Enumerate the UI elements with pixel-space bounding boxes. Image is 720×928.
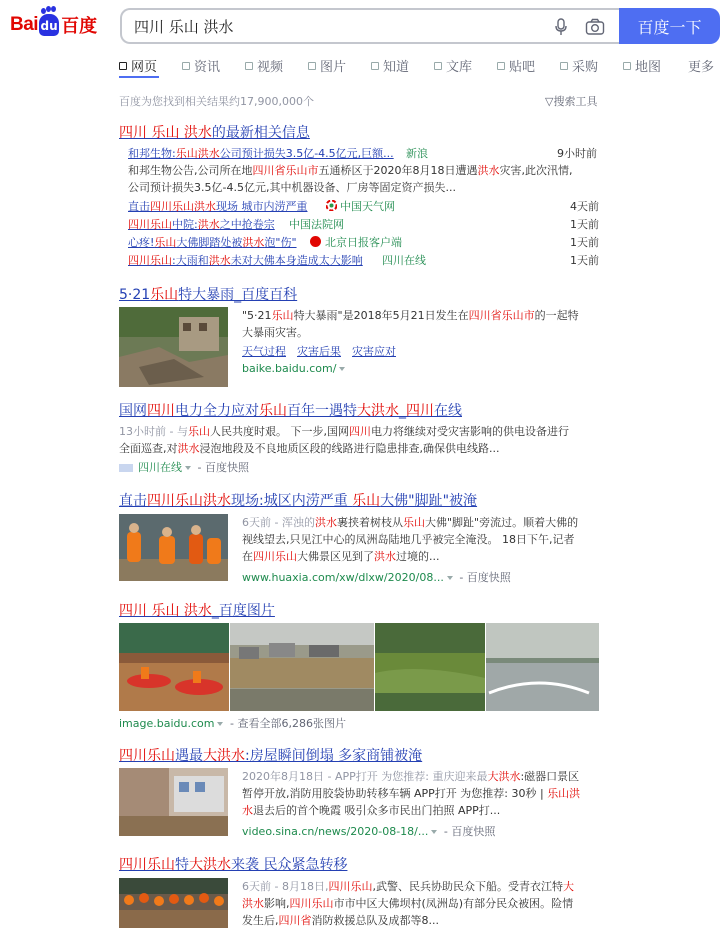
t: 人民共度时艰。 下一步,国网	[209, 425, 349, 438]
search-button[interactable]: 百度一下	[619, 8, 720, 44]
news-item-link[interactable]	[128, 198, 308, 214]
t: 大佛"脚趾"旁流过。顺着大佛的	[424, 516, 579, 529]
t: 四川在线	[138, 461, 182, 474]
tab-images[interactable]	[308, 56, 346, 75]
t: 电力将继续对受灾害影响的供电设备进行	[370, 425, 569, 438]
t: 和邦生物公告,公司所在地	[128, 164, 253, 177]
t: -	[455, 571, 467, 584]
t: _百度图片	[211, 603, 275, 619]
t: baike.baidu.com/	[242, 362, 337, 375]
t: -	[194, 461, 205, 474]
t: -	[226, 717, 238, 730]
t: 大洪水	[357, 403, 399, 419]
t: 洪水	[197, 218, 220, 231]
t: 乐山	[259, 403, 287, 419]
t: 全面巡查,对	[119, 442, 178, 455]
t: 特大暴雨"是2018年5月21日发生在	[293, 309, 469, 322]
tab-video[interactable]	[245, 56, 283, 75]
t: 在线	[434, 403, 462, 419]
news-item-source	[326, 198, 395, 214]
t: 发生后,	[242, 914, 279, 927]
t: 北京日报客户端	[325, 236, 402, 249]
title-highlight: 四川 乐山 洪水	[119, 125, 212, 141]
t: 洪水	[314, 516, 337, 529]
news-item-time: 4天前	[570, 200, 599, 213]
t: 大佛脚踏处被	[176, 236, 243, 249]
t: :大雨和	[172, 254, 209, 267]
t: 大	[562, 880, 574, 893]
t: 之中抢卷宗	[219, 218, 275, 231]
news-item-time: 1天前	[570, 236, 599, 249]
t: 四川乐山	[253, 550, 297, 563]
t: 裹挟着树枝从	[336, 516, 403, 529]
result-desc-2	[119, 440, 499, 457]
t: 影响,	[264, 897, 290, 910]
t: 大佛景区见到了	[297, 550, 374, 563]
baike-link-consequence[interactable]: 灾害后果	[297, 345, 341, 358]
t: 浸泡地段及不良地质区段的线路进行隐患排查,确保供电线路...	[199, 442, 500, 455]
camera-icon[interactable]	[585, 18, 605, 36]
tab-web-icon	[119, 62, 127, 70]
t: 暂停开放,消防用胶袋协助转移车辆 APP打开 为您推荐: 30秒 |	[242, 787, 548, 800]
result-url[interactable]	[119, 715, 346, 731]
t: 中院:	[172, 218, 198, 231]
t: 四川	[147, 403, 175, 419]
cache-link[interactable]: 百度快照	[204, 461, 249, 474]
t: 乐山	[271, 309, 294, 322]
paw-icon: du	[39, 14, 59, 36]
tab-zhidao[interactable]	[371, 56, 409, 75]
t: 四川省乐山市	[252, 164, 319, 177]
t: 13小时前 - 与	[119, 425, 188, 438]
tab-label: 资讯	[194, 60, 221, 75]
t: 现场 城市内涝严重	[216, 200, 308, 213]
t: 四川乐山	[128, 254, 172, 267]
result-desc-3	[242, 912, 439, 928]
baidu-logo[interactable]	[10, 12, 105, 38]
t: 5·21	[119, 287, 151, 303]
result-title[interactable]	[119, 600, 275, 620]
dropdown-arrow-icon	[431, 830, 437, 834]
news-lead-desc-2: 公司预计损失3.5亿-4.5亿元,其中机器设备、厂房等固定资产损失...	[128, 181, 456, 194]
result-desc-2: 大暴雨灾害。	[242, 326, 308, 339]
result-title[interactable]	[119, 284, 297, 304]
t: www.huaxia.com/xw/dlxw/2020/08...	[242, 571, 444, 584]
t: 大洪水	[203, 748, 245, 764]
t: 洪水	[242, 236, 265, 249]
t: 公司预计损失3.5亿-4.5亿元,巨额...	[219, 147, 394, 160]
mic-icon[interactable]	[554, 18, 568, 36]
tab-more[interactable]	[688, 56, 714, 75]
t: 洪水	[208, 254, 231, 267]
t: 四川乐山	[128, 218, 172, 231]
dropdown-arrow-icon	[185, 466, 191, 470]
result-desc	[242, 514, 578, 531]
tab-label: 贴吧	[509, 60, 536, 75]
tab-zhidao-icon	[371, 62, 379, 70]
t: 未对大佛本身造成太大影响	[230, 254, 363, 267]
news-lead-link[interactable]	[128, 145, 394, 161]
t: 四川省乐山市	[468, 309, 535, 322]
t: 四川乐山洪水	[147, 493, 231, 509]
title-text: 的最新相关信息	[211, 125, 310, 141]
dropdown-arrow-icon	[217, 722, 223, 726]
tab-map-icon	[623, 62, 631, 70]
tab-tieba[interactable]	[497, 56, 535, 75]
t: 心疼!	[128, 236, 155, 249]
active-tab-indicator	[119, 76, 159, 78]
result-title[interactable]	[119, 400, 462, 420]
t: _	[399, 403, 406, 419]
result-url[interactable]	[242, 569, 511, 585]
t: -	[440, 825, 452, 838]
logo-bai: Bai	[10, 14, 39, 35]
t: 四川 乐山 洪水	[119, 603, 212, 619]
beijing-daily-icon	[310, 236, 321, 247]
search-tools-label: 搜索工具	[553, 95, 598, 108]
tab-label: 图片	[320, 60, 347, 75]
result-count: 百度为您找到相关结果约17,900,000个	[119, 95, 314, 108]
t: 直击	[119, 493, 147, 509]
news-lead-source: 新浪	[406, 147, 428, 160]
tab-label: 视频	[257, 60, 284, 75]
result-thumbnail[interactable]	[119, 307, 228, 387]
tab-label: 采购	[572, 60, 599, 75]
tab-caigou[interactable]	[560, 56, 598, 75]
news-block-title[interactable]	[119, 122, 310, 142]
cache-link[interactable]: 百度快照	[466, 571, 511, 584]
t: 来袭 民众紧急转移	[231, 857, 348, 873]
t: 四川乐山	[289, 897, 334, 910]
t: 洪水	[477, 164, 500, 177]
t: 特大暴雨_百度百科	[178, 287, 298, 303]
t: 和邦生物:	[128, 147, 176, 160]
result-desc	[119, 423, 569, 440]
news-item-link[interactable]	[128, 234, 297, 250]
tab-news[interactable]	[182, 56, 220, 75]
result-thumbnail[interactable]	[119, 878, 228, 928]
t: 乐山	[352, 493, 381, 509]
result-desc-3	[242, 548, 440, 565]
tab-label: 地图	[635, 60, 662, 75]
t: 中国天气网	[340, 200, 395, 213]
t: ,武警、民兵协助民众下船。受青衣江特	[372, 880, 563, 893]
result-thumbnail[interactable]	[119, 514, 228, 581]
result-title[interactable]	[119, 854, 347, 874]
news-item-time: 1天前	[570, 218, 599, 231]
tab-news-icon	[182, 62, 190, 70]
t: 四川乐山	[119, 857, 175, 873]
tab-map[interactable]	[623, 56, 661, 75]
t: 乐山洪水	[175, 147, 220, 160]
news-item-link[interactable]	[128, 216, 275, 232]
t: 国网	[119, 403, 147, 419]
t: 现场:城区内涝严重	[231, 493, 353, 509]
t: 乐山	[187, 425, 210, 438]
t: 四川乐山	[328, 880, 373, 893]
t: 大洪水	[487, 770, 521, 783]
t: 电力全力应对	[175, 403, 259, 419]
t: 洪水	[242, 897, 264, 910]
weather-logo-icon	[326, 200, 337, 211]
news-item-source: 四川在线	[382, 254, 426, 267]
logo-du: 百度	[61, 16, 98, 37]
site-icon	[119, 464, 133, 472]
header	[0, 0, 720, 46]
t: 泡"伤"	[264, 236, 297, 249]
dropdown-arrow-icon	[447, 576, 453, 580]
result-source[interactable]	[119, 459, 249, 475]
news-item-source	[310, 234, 402, 250]
tab-tieba-icon	[497, 62, 505, 70]
t: 市市中区大佛坝村(凤洲岛)有部分民众被困。险情	[333, 897, 574, 910]
t: 在	[242, 550, 253, 563]
cache-link[interactable]: 百度快照	[451, 825, 496, 838]
result-desc-2	[242, 785, 580, 802]
t: 乐山	[154, 236, 177, 249]
t: 灾害,此次汛情,	[499, 164, 573, 177]
news-item-source: 中国法院网	[289, 218, 344, 231]
t: 的一起特	[534, 309, 579, 322]
baike-link-weather[interactable]: 天气过程	[242, 345, 286, 358]
t: 过境的...	[396, 550, 440, 563]
t: :磁器口景区	[520, 770, 580, 783]
t: 退去后的首个晚霞 吸引众多市民出门拍照 APP打...	[253, 804, 501, 817]
tab-images-icon	[308, 62, 316, 70]
news-lead-desc	[128, 162, 573, 179]
filter-icon: ▽	[545, 95, 554, 108]
search-tools[interactable]	[545, 93, 597, 109]
collapse-photo-icon	[119, 768, 228, 836]
tab-web[interactable]	[119, 56, 157, 75]
t: 大洪水	[189, 857, 231, 873]
result-desc	[242, 768, 579, 785]
t: 乐山	[402, 516, 425, 529]
result-title[interactable]	[119, 745, 422, 765]
result-desc-2	[242, 895, 573, 912]
tab-label: 更多	[688, 60, 715, 75]
t: :房屋瞬间倒塌 多家商铺被淹	[245, 748, 423, 764]
t: 四川	[348, 425, 371, 438]
tab-caigou-icon	[560, 62, 568, 70]
landslide-photo-icon	[119, 307, 228, 387]
result-thumbnail[interactable]	[119, 768, 228, 836]
news-item-time: 1天前	[570, 254, 599, 267]
t: 6天前 - 8月18日,	[242, 880, 329, 893]
t: 2020年8月18日 - APP打开 为您推荐: 重庆迎来最	[242, 770, 488, 783]
result-title[interactable]	[119, 490, 477, 510]
t: "5·21	[242, 309, 272, 322]
news-item-link[interactable]	[128, 252, 363, 268]
result-url[interactable]	[242, 362, 348, 375]
search-tabs	[0, 52, 720, 78]
flood-images-icon	[119, 623, 599, 711]
t: 消防救援总队及成都等8...	[311, 914, 439, 927]
t: 水	[242, 804, 253, 817]
result-desc-2: 视线望去,只见江中心的凤洲岛陆地几乎被完全淹没。 18日下午,记者	[242, 533, 575, 546]
image-strip	[119, 623, 599, 711]
tab-wenku[interactable]	[434, 56, 472, 75]
tab-label: 文库	[446, 60, 473, 75]
t: 乐山	[150, 287, 179, 303]
t: 四川省	[278, 914, 312, 927]
t: 遇最	[175, 748, 203, 764]
t: 四川	[406, 403, 434, 419]
t: 四川乐山	[119, 748, 175, 764]
result-desc-3	[242, 802, 500, 819]
tab-wenku-icon	[434, 62, 442, 70]
t: image.baidu.com	[119, 717, 215, 730]
view-all-images-link[interactable]: 查看全部6,286张图片	[237, 717, 346, 730]
baike-link-response[interactable]: 灾害应对	[352, 345, 396, 358]
evacuation-photo-icon	[119, 878, 228, 928]
t: 百年一遇特	[287, 403, 357, 419]
t: 洪水	[374, 550, 396, 563]
t: 乐山洪	[547, 787, 581, 800]
result-desc	[242, 307, 579, 324]
t: video.sina.cn/news/2020-08-18/...	[242, 825, 429, 838]
result-url[interactable]	[242, 823, 495, 839]
tab-label: 知道	[383, 60, 410, 75]
t: 五通桥区于2020年8月18日遭遇	[318, 164, 478, 177]
t: 特	[175, 857, 189, 873]
t: 6天前 - 浑浊的	[242, 516, 315, 529]
rescue-photo-icon	[119, 514, 228, 581]
tab-video-icon	[245, 62, 253, 70]
news-lead-time: 9小时前	[557, 147, 597, 160]
t: 四川乐山洪水	[150, 200, 216, 213]
result-desc	[242, 878, 574, 895]
t: 洪水	[177, 442, 200, 455]
search-box	[120, 8, 620, 44]
t: 直击	[128, 200, 150, 213]
tab-label: 网页	[131, 60, 158, 75]
dropdown-arrow-icon	[339, 367, 345, 371]
t: 大佛"脚趾"被淹	[380, 493, 478, 509]
search-input[interactable]	[134, 17, 534, 35]
